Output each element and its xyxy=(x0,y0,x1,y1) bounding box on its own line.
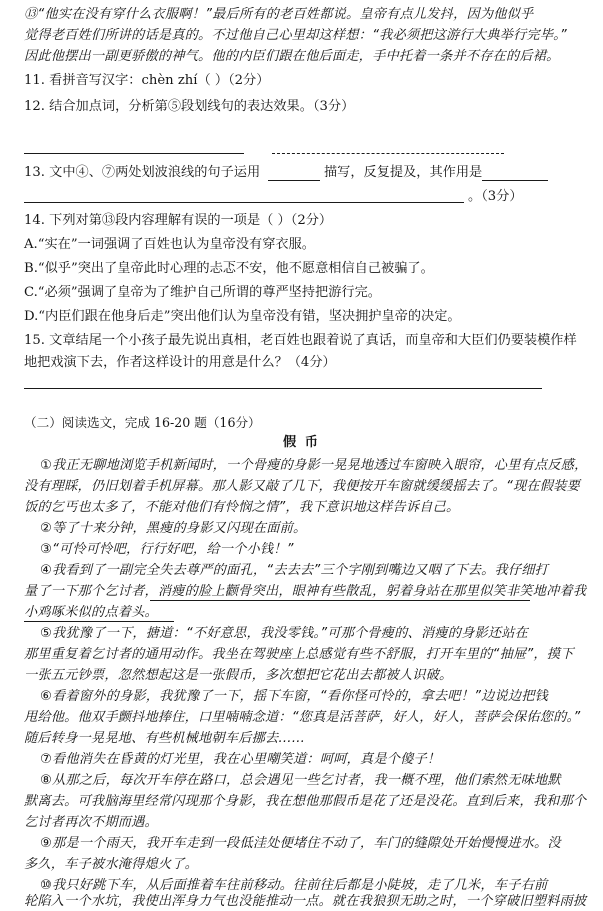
question-15-line-1: 15. 文章结尾一个小孩子最先说出真相，老百姓也跟着说了真话，而皇帝和大臣们仍要装模作样 xyxy=(24,333,577,348)
article-line: 甩给他。他双手颤抖地捧住，口里喃喃念道：“您真是活菩萨，好人，好人，菩萨会保佑您的。” xyxy=(24,710,581,725)
article-line: 那里重复着乞讨者的通用动作。我坐在驾驶座上总感觉有些不舒服，打开车里的“抽屉”，摸下 xyxy=(24,647,574,662)
answer-line xyxy=(24,388,542,389)
article-line: ⑧从那之后，每次开车停在路口，总会遇见一些乞讨者，我一概不理，他们索然无味地默 xyxy=(40,773,561,788)
article-line: 没有理睬，仍旧划着手机屏幕。那人影又敲了几下，我便按开车窗就缓缓摇去了。“现在假装要 xyxy=(24,479,580,494)
passage-line-13-2: 觉得老百姓们所讲的话是真的。不过他自己心里却这样想：“我必须把这游行大典举行完毕。” xyxy=(24,28,567,43)
article-line: ④我看到了一副完全失去尊严的面孔，“去去去”三个字刚到嘴边又咽了下去。我仔细打 xyxy=(40,563,549,578)
article-line: ③“可怜可怜吧，行行好吧，给一个小钱！” xyxy=(40,542,294,557)
article-line: ⑥看着窗外的身影，我犹豫了一下，摇下车窗，“看你怪可怜的，拿去吧！”边说边把钱 xyxy=(40,689,549,704)
underline-mark xyxy=(24,621,174,622)
answer-line xyxy=(24,202,464,203)
question-11: 11. 看拼音写汉字：chèn zhí（ ）（2分） xyxy=(24,73,270,88)
article-line: 量了一下那个乞讨者，消瘦的脸上颧骨突出，眼神有些散乱，躬着身站在那里似笑非笑地冲着我 xyxy=(24,584,587,599)
article-line: ②等了十来分钟，黑瘦的身影又闪现在面前。 xyxy=(40,521,307,536)
question-15-line-2: 地把戏演下去，作者这样设计的用意是什么？（4分） xyxy=(24,355,336,370)
article-line: ⑤我犹豫了一下，搪道：“不好意思，我没零钱。”可那个骨瘦的、消瘦的身影还站在 xyxy=(40,626,529,641)
article-line: 默离去。可我脑海里经常闪现那个身影，我在想他那假币是花了还是没花。直到后来，我和那个 xyxy=(24,794,587,809)
article-line: ⑨那是一个雨天，我开车走到一段低洼处便堵住不动了，车门的缝隙处开始慢慢进水。没 xyxy=(40,836,561,851)
question-13-part-b: 描写，反复提及，其作用是 xyxy=(324,165,483,180)
passage-line-13-3: 因此他摆出一副更骄傲的神气。他的内臣们跟在他后面走，手中托着一条并不存在的后裙。 xyxy=(24,49,560,64)
answer-blank xyxy=(482,180,548,181)
question-13-part-a: 13. 文中④、⑦两处划波浪线的句子运用 xyxy=(24,165,261,180)
article-line: 小鸡啄米似的点着头。 xyxy=(24,605,158,620)
answer-line xyxy=(272,153,504,154)
article-line: 多久，车子被水淹得熄火了。 xyxy=(24,857,199,872)
question-14-option-b: B.“似乎”突出了皇帝此时心理的忐忑不安，他不愿意相信自己被骗了。 xyxy=(24,261,434,276)
article-line: 一张五元钞票，忽然想起这是一张假币，多次想把它花出去都被人识破。 xyxy=(24,668,453,683)
passage-line-13-1: ⑬“他实在没有穿什么衣服啊！”最后所有的老百姓都说。皇帝有点儿发抖，因为他似乎 xyxy=(24,7,534,22)
answer-blank xyxy=(268,180,320,181)
answer-line xyxy=(24,153,244,154)
article-title: 假 币 xyxy=(283,435,320,450)
question-12: 12. 结合加点词，分析第⑤段划线句的表达效果。（3分） xyxy=(24,99,355,114)
article-line: 饭的乞丐也太多了，不能对他们有怜悯之情”，我下意识地这样告诉自己。 xyxy=(24,500,460,515)
question-14-option-a: A.“实在”一词强调了百姓也认为皇帝没有穿衣服。 xyxy=(24,237,315,252)
section-heading: （二）阅读选文，完成 16-20 题（16分） xyxy=(24,415,261,430)
question-13-points: 。（3分） xyxy=(468,189,523,204)
question-14-option-c: C.“必须”强调了皇帝为了维护自己所谓的尊严坚持把游行完。 xyxy=(24,285,381,300)
article-line: 随后转身一晃晃地、有些机械地朝车后挪去…… xyxy=(24,731,306,746)
article-line: ⑩我只好跳下车，从后面推着车往前移动。往前往后都是小陡坡，走了几米，车子右前 xyxy=(40,878,548,893)
article-line: ①我正无聊地浏览手机新闻时，一个骨瘦的身影一晃晃地透过车窗映入眼帘，心里有点反感， xyxy=(40,458,588,473)
question-14: 14. 下列对第⑬段内容理解有误的一项是（ ）（2分） xyxy=(24,213,333,228)
article-line: 乞讨者再次不期而遇。 xyxy=(24,815,158,830)
question-14-option-d: D.“内臣们跟在他身后走”突出他们认为皇帝没有错，坚决拥护皇帝的决定。 xyxy=(24,309,461,324)
article-line: 轮陷入一个水坑，我使出浑身力气也没能推动一点。就在我狼狈无助之时，一个穿破旧塑料雨披 xyxy=(24,894,587,909)
underline-mark xyxy=(150,600,530,601)
article-line: ⑦看他消失在昏黄的灯光里，我在心里嘲笑道：呵呵，真是个傻子！ xyxy=(40,752,441,767)
